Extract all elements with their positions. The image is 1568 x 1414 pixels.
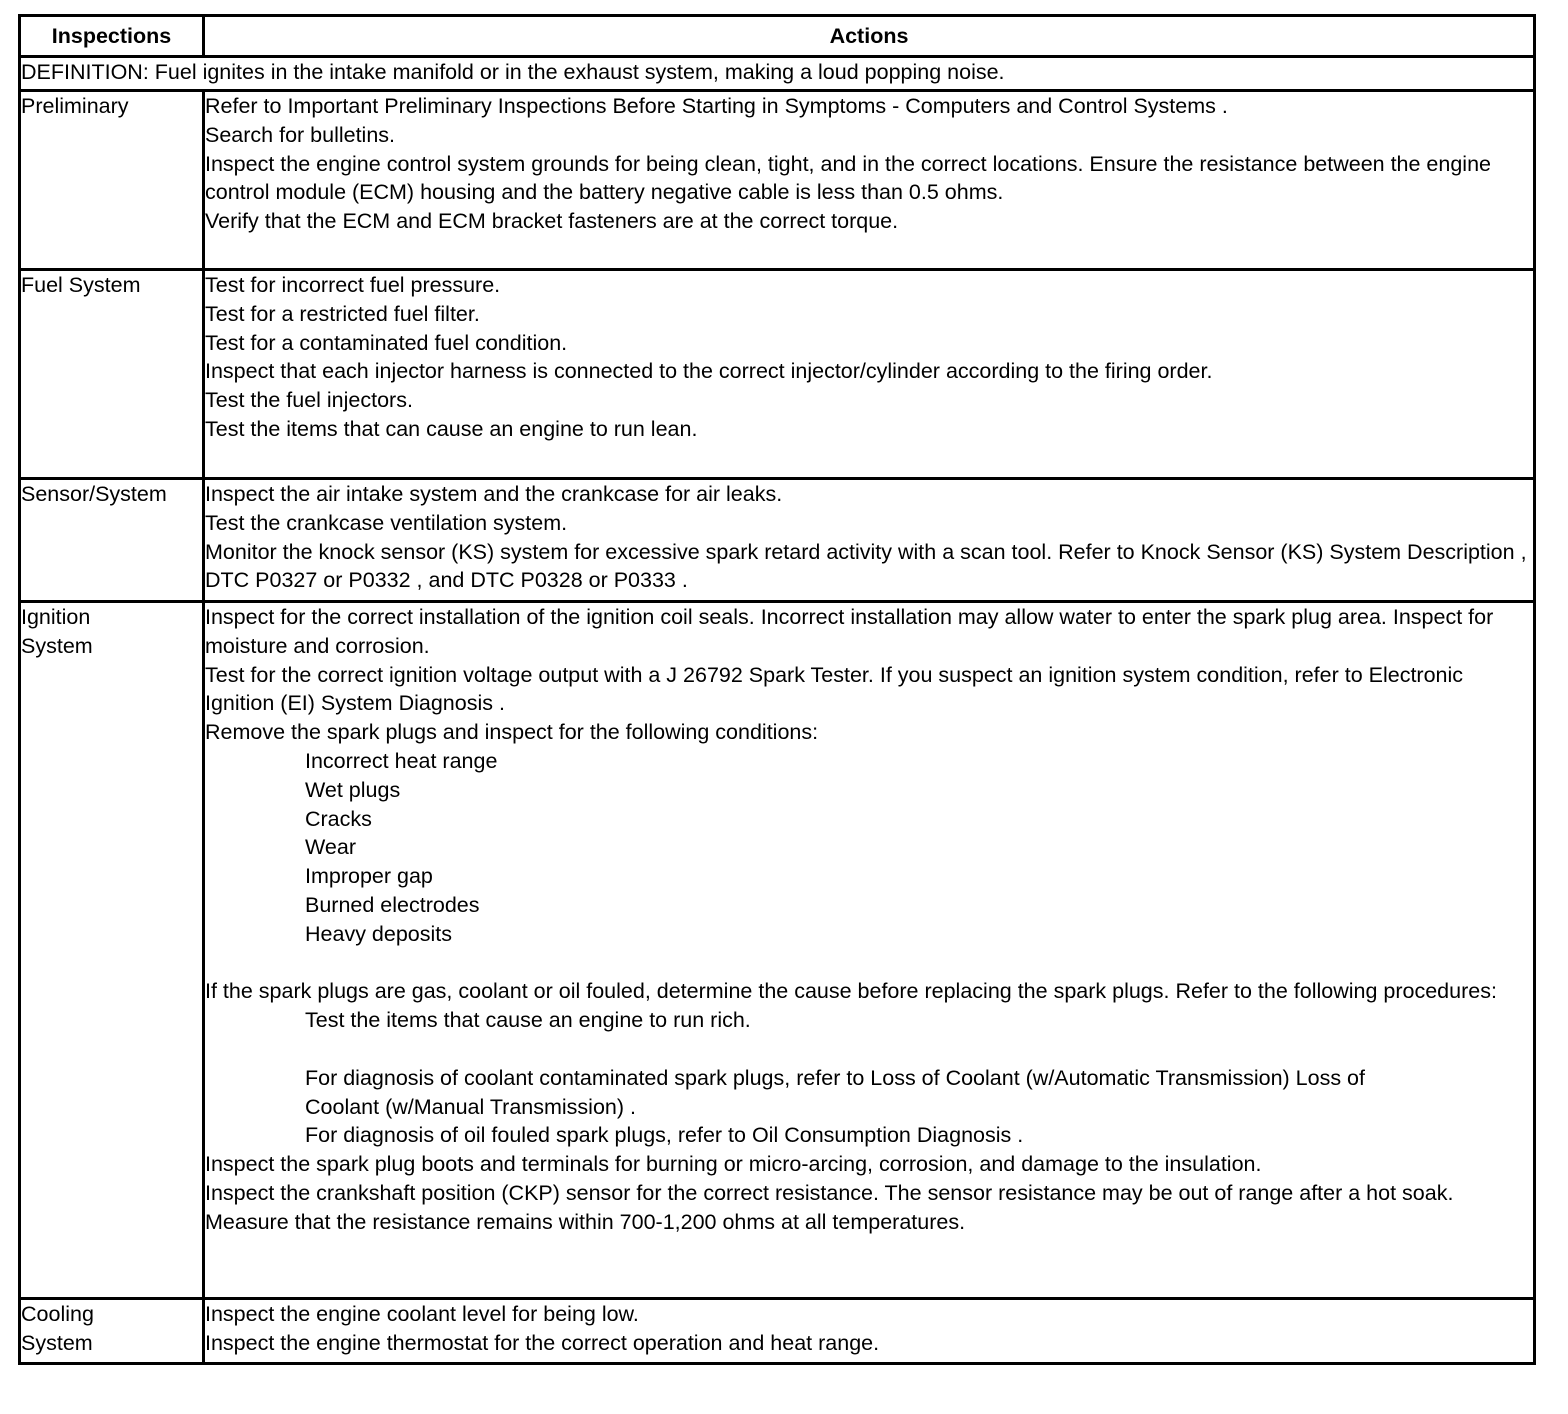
action-item: Verify that the ECM and ECM bracket fasteners are at the correct torque.: [205, 209, 899, 234]
action-cell: [204, 270, 1535, 479]
condition-item: Heavy deposits: [305, 921, 452, 946]
header-actions: Actions: [204, 16, 1535, 57]
inspection-label-line: Ignition: [21, 605, 91, 629]
inspection-label: Preliminary: [20, 91, 204, 270]
inspection-label: [20, 602, 204, 1299]
spacer: [205, 1035, 1533, 1064]
procedure-item: Test the items that cause an engine to run rich.: [305, 1008, 751, 1033]
condition-item: Burned electrodes: [305, 892, 480, 917]
action-item: Inspect that each injector harness is connected to the correct injector/cylinder according to the firing order.: [205, 359, 1213, 384]
action-item: Inspect the crankshaft position (CKP) sensor for the correct resistance. The sensor resistance may be out of range after a hot soak. Measure that the resistance remains within 700-1,200 ohms at all temperatures.: [205, 1180, 1454, 1234]
table-row: [20, 602, 1535, 1299]
action-item: Test the fuel injectors.: [205, 388, 413, 413]
procedure-item: For diagnosis of coolant contaminated spark plugs, refer to Loss of Coolant (w/Automatic Transmission) Loss of Coolant (w/Manual Transmission) .: [305, 1065, 1365, 1119]
action-item: Test the items that can cause an engine to run lean.: [205, 416, 698, 441]
action-item: Remove the spark plugs and inspect for the following conditions:: [205, 720, 819, 745]
action-item: Inspect the air intake system and the crankcase for air leaks.: [205, 482, 783, 506]
table-row: [20, 270, 1535, 479]
definition-text: DEFINITION: Fuel ignites in the intake manifold or in the exhaust system, making a loud popping noise.: [20, 57, 1535, 91]
action-item: Test for incorrect fuel pressure.: [205, 273, 501, 297]
fouled-note: If the spark plugs are gas, coolant or oil fouled, determine the cause before replacing the spark plugs. Refer to the following procedures:: [205, 979, 1497, 1004]
header-inspections: Inspections: [20, 16, 204, 57]
condition-item: Cracks: [305, 806, 372, 831]
action-cell: [204, 91, 1535, 270]
condition-item: Wear: [305, 835, 356, 860]
action-cell: [204, 1299, 1535, 1364]
action-item: Search for bulletins.: [205, 122, 396, 147]
table-row: [20, 479, 1535, 602]
inspection-label-line: System: [21, 633, 93, 658]
spacer: [205, 949, 1533, 978]
action-item: Test for the correct ignition voltage output with a J 26792 Spark Tester. If you suspect an ignition system condition, refer to Electronic Ignition (EI) System Diagnosis .: [205, 662, 1464, 716]
inspection-label: Fuel System: [20, 270, 204, 479]
condition-item: Improper gap: [305, 864, 433, 889]
action-cell: [204, 602, 1535, 1299]
action-item: Monitor the knock sensor (KS) system for excessive spark retard activity with a scan tool. Refer to Knock Sensor (KS) System Description , DTC P0327 or P0332 , and DTC P0328 or P0333 .: [205, 539, 1527, 593]
action-item: Inspect the engine coolant level for being low.: [205, 1302, 639, 1326]
inspection-label: [20, 1299, 204, 1364]
condition-item: Wet plugs: [305, 777, 401, 802]
condition-item: Incorrect heat range: [305, 748, 498, 773]
diagnostic-table: [18, 14, 1536, 1365]
action-item: Test the crankcase ventilation system.: [205, 510, 568, 535]
table-header-row: [20, 16, 1535, 57]
inspection-label: Sensor/System: [20, 479, 204, 602]
action-item: Refer to Important Preliminary Inspections Before Starting in Symptoms - Computers and Control Systems .: [205, 94, 1228, 118]
action-item: Inspect the engine thermostat for the correct operation and heat range.: [205, 1330, 880, 1355]
action-item: Inspect the engine control system grounds for being clean, tight, and in the correct locations. Ensure the resistance between the engine control module (ECM) housing and the battery negative cable is less than 0.5 ohms.: [205, 151, 1492, 205]
inspection-label-line: System: [21, 1330, 93, 1355]
table-row: [20, 91, 1535, 270]
action-item: Test for a restricted fuel filter.: [205, 301, 480, 326]
inspection-label-line: Cooling: [21, 1302, 94, 1326]
action-cell: [204, 479, 1535, 602]
action-item: Inspect the spark plug boots and terminals for burning or micro-arcing, corrosion, and damage to the insulation.: [205, 1152, 1262, 1177]
table-row: [20, 1299, 1535, 1364]
definition-row: [20, 57, 1535, 91]
procedure-item: For diagnosis of oil fouled spark plugs, refer to Oil Consumption Diagnosis .: [305, 1123, 1024, 1148]
action-item: Test for a contaminated fuel condition.: [205, 330, 568, 355]
action-item: Inspect for the correct installation of the ignition coil seals. Incorrect installation may allow water to enter the spark plug area. Inspect for moisture and corrosion.: [205, 605, 1494, 658]
